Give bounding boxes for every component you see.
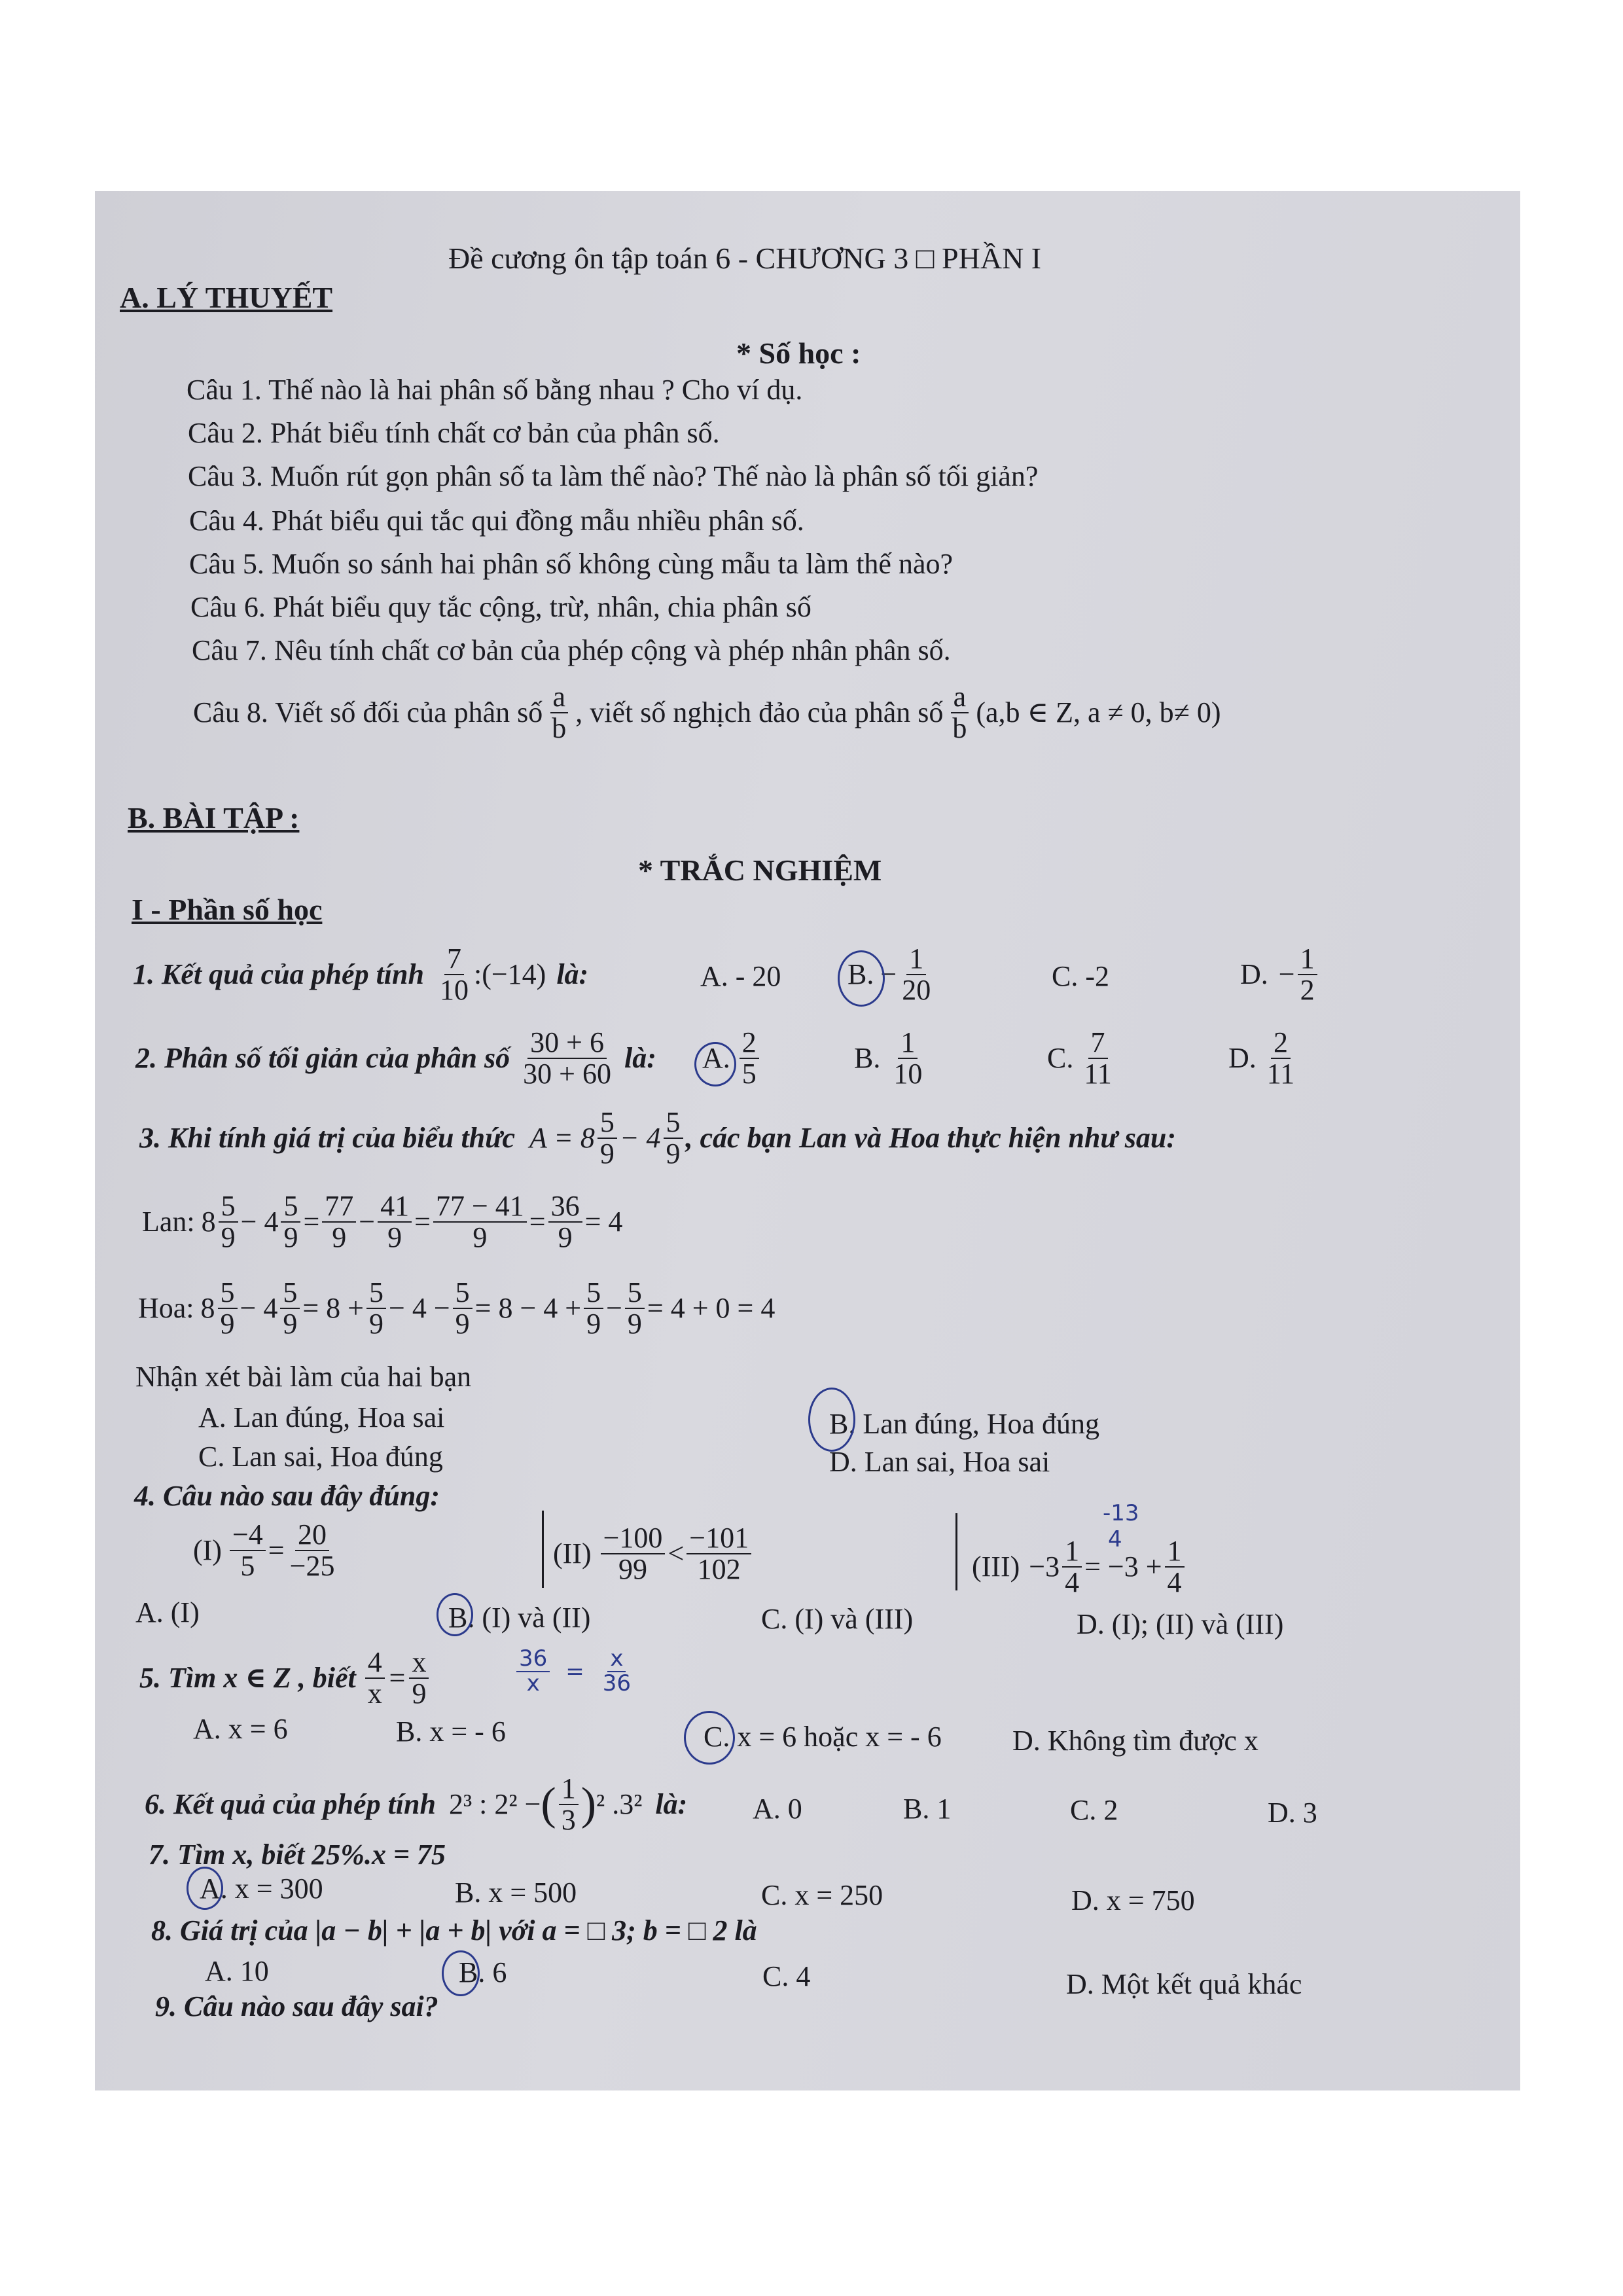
q7-stem: 7. Tìm x, biết 25%.x = 75 — [149, 1839, 446, 1871]
answer-circle-q1 — [838, 950, 885, 1007]
answer-circle-q5 — [684, 1711, 735, 1765]
q8-option-b: B. 6 — [459, 1956, 507, 1988]
q6-option-b: B. 1 — [903, 1793, 952, 1825]
q3-stem: 3. Khi tính giá trị của biểu thức A = 8 $\frac{5}{9}$ − 4 $\frac{5}{9}$ , các bạn Lan và Hoa thực hiện như sau: — [139, 1106, 1176, 1170]
q2-option-b: B. $\frac{1}{10}$ — [854, 1026, 923, 1090]
fraction-a-over-b: $\frac{a}{b}$ — [549, 682, 569, 744]
q1-stem: 1. Kết quả của phép tính $\frac{7}{10}$ :(−14) là: — [133, 942, 589, 1007]
q5-option-c: C. x = 6 hoặc x = - 6 — [704, 1721, 942, 1753]
q4-divider-1 — [542, 1511, 544, 1588]
theory-q2: Câu 2. Phát biểu tính chất cơ bản của phân số. — [188, 417, 720, 449]
q3-option-a: A. Lan đúng, Hoa sai — [198, 1401, 445, 1433]
q1-option-a: A. - 20 — [700, 960, 781, 992]
answer-circle-q2 — [694, 1042, 736, 1086]
theory-q8-text2: , viết số nghịch đảo của phân số — [575, 696, 944, 729]
q6-option-d: D. 3 — [1268, 1797, 1317, 1829]
q2-option-d: D. $\frac{2}{11}$ — [1228, 1026, 1295, 1090]
theory-q8-text1: Câu 8. Viết số đối của phân số — [193, 696, 543, 729]
q1-option-c: C. -2 — [1052, 960, 1109, 992]
q4-statement-i: (I) $\frac{-4}{5}$ = $\frac{20}{-25}$ — [193, 1518, 335, 1583]
q4-statement-ii: (II) $\frac{-100}{99}$ < $\frac{-101}{102}$ — [553, 1523, 754, 1585]
q4-option-a: A. (I) — [135, 1596, 200, 1628]
handwritten-note-q4-top: -13 — [1103, 1500, 1139, 1526]
q8-option-a: A. 10 — [205, 1955, 269, 1987]
q4-stem: 4. Câu nào sau đây đúng: — [134, 1480, 440, 1512]
q7-option-b: B. x = 500 — [455, 1876, 577, 1909]
q3-lan-solution: Lan: 8 $\frac{5}{9}$ − 4 $\frac{5}{9}$ = $\frac{77}{9}$ − $\frac{41}{9}$ = $\frac{77 - 41}{9}$ = $\frac{36}{9}$ = 4 — [142, 1190, 623, 1254]
q9-stem: 9. Câu nào sau đây sai? — [155, 1990, 438, 2022]
q3-comment: Nhận xét bài làm của hai bạn — [135, 1361, 472, 1393]
answer-circle-q4 — [437, 1593, 473, 1636]
q7-option-a: A. x = 300 — [200, 1873, 323, 1905]
q1-option-b: B. − $\frac{1}{20}$ — [847, 942, 931, 1007]
theory-q3: Câu 3. Muốn rút gọn phân số ta làm thế nào? Thế nào là phân số tối giản? — [188, 460, 1039, 492]
q3-hoa-solution: Hoa: 8 $\frac{5}{9}$ − 4 $\frac{5}{9}$ = 8 + $\frac{5}{9}$ − 4 − $\frac{5}{9}$ = 8 − 4 + $\frac{5}{9}$ − $\frac{5}{9}$ = 4 + 0 = 4 — [138, 1276, 776, 1340]
handwritten-work-q5: $\frac{36}{x}$ = $\frac{x}{36}$ — [514, 1647, 636, 1695]
q6-option-a: A. 0 — [753, 1793, 802, 1825]
q4-option-b: B. (I) và (II) — [448, 1602, 591, 1634]
theory-q7: Câu 7. Nêu tính chất cơ bản của phép cộng và phép nhân phân số. — [192, 634, 951, 666]
q5-option-d: D. Không tìm được x — [1012, 1725, 1258, 1757]
theory-q8 — [193, 682, 1221, 744]
q2-stem: 2. Phân số tối giản của phân số $\frac{30 + 6}{30 + 60}$ là: — [135, 1026, 656, 1090]
q3-option-b: B. Lan đúng, Hoa đúng — [829, 1408, 1100, 1440]
handwritten-note-q4-mid: 4 — [1108, 1526, 1122, 1552]
q3-option-c: C. Lan sai, Hoa đúng — [198, 1441, 443, 1473]
q7-option-c: C. x = 250 — [761, 1879, 883, 1911]
theory-q5: Câu 5. Muốn so sánh hai phân số không cùng mẫu ta làm thế nào? — [189, 548, 954, 580]
q4-option-c: C. (I) và (III) — [761, 1603, 914, 1635]
q3-option-d: D. Lan sai, Hoa sai — [829, 1446, 1050, 1478]
q5-stem: 5. Tìm x ∈ Z , biết $\frac{4}{x}$ = $\frac{x}{9}$ — [139, 1647, 431, 1709]
q8-option-c: C. 4 — [762, 1960, 811, 1992]
q4-option-d: D. (I); (II) và (III) — [1077, 1608, 1284, 1640]
part-so-hoc-heading: I - Phần số học — [132, 893, 323, 926]
q2-option-c: C. $\frac{7}{11}$ — [1047, 1026, 1112, 1090]
q4-statement-iii: (III) −3 $\frac{1}{4}$ = −3 + $\frac{1}{4}$ — [972, 1536, 1187, 1598]
answer-circle-q3 — [808, 1388, 855, 1452]
q6-stem: 6. Kết quả của phép tính 2³ : 2² − ( $\frac{1}{3}$ ) ² .3² là: — [145, 1772, 688, 1837]
q6-option-c: C. 2 — [1070, 1794, 1118, 1826]
q5-option-b: B. x = - 6 — [396, 1715, 506, 1748]
q8-option-d: D. Một kết quả khác — [1066, 1968, 1302, 2000]
document-title: Đề cương ôn tập toán 6 - CHƯƠNG 3 □ PHẦN I — [448, 242, 1042, 275]
answer-circle-q8 — [442, 1950, 480, 1996]
q4-divider-2 — [955, 1513, 957, 1590]
q1-option-d: D. − $\frac{1}{2}$ — [1240, 944, 1320, 1005]
q5-option-a: A. x = 6 — [193, 1713, 288, 1745]
theory-q1: Câu 1. Thế nào là hai phân số bằng nhau ? Cho ví dụ. — [187, 374, 803, 406]
section-a-heading: A. LÝ THUYẾT — [120, 281, 333, 314]
answer-circle-q7 — [187, 1867, 223, 1910]
q8-stem: 8. Giá trị của |a − b| + |a + b| với a = □ 3; b = □ 2 là — [151, 1914, 757, 1946]
q2-option-a: A. $\frac{2}{5}$ — [702, 1028, 762, 1089]
section-b-heading: B. BÀI TẬP : — [128, 801, 300, 834]
fraction-a-over-b-2: $\frac{a}{b}$ — [950, 682, 969, 744]
exam-paper — [95, 191, 1520, 2090]
theory-q8-condition: (a,b ∈ Z, a ≠ 0, b≠ 0) — [976, 696, 1221, 729]
trac-nghiem-heading: * TRẮC NGHIỆM — [638, 853, 882, 887]
theory-q4: Câu 4. Phát biểu qui tắc qui đồng mẫu nhiều phân số. — [189, 505, 804, 537]
q7-option-d: D. x = 750 — [1071, 1884, 1195, 1916]
theory-q6: Câu 6. Phát biểu quy tắc cộng, trừ, nhân, chia phân số — [190, 591, 812, 623]
so-hoc-heading: * Số học : — [736, 336, 861, 370]
